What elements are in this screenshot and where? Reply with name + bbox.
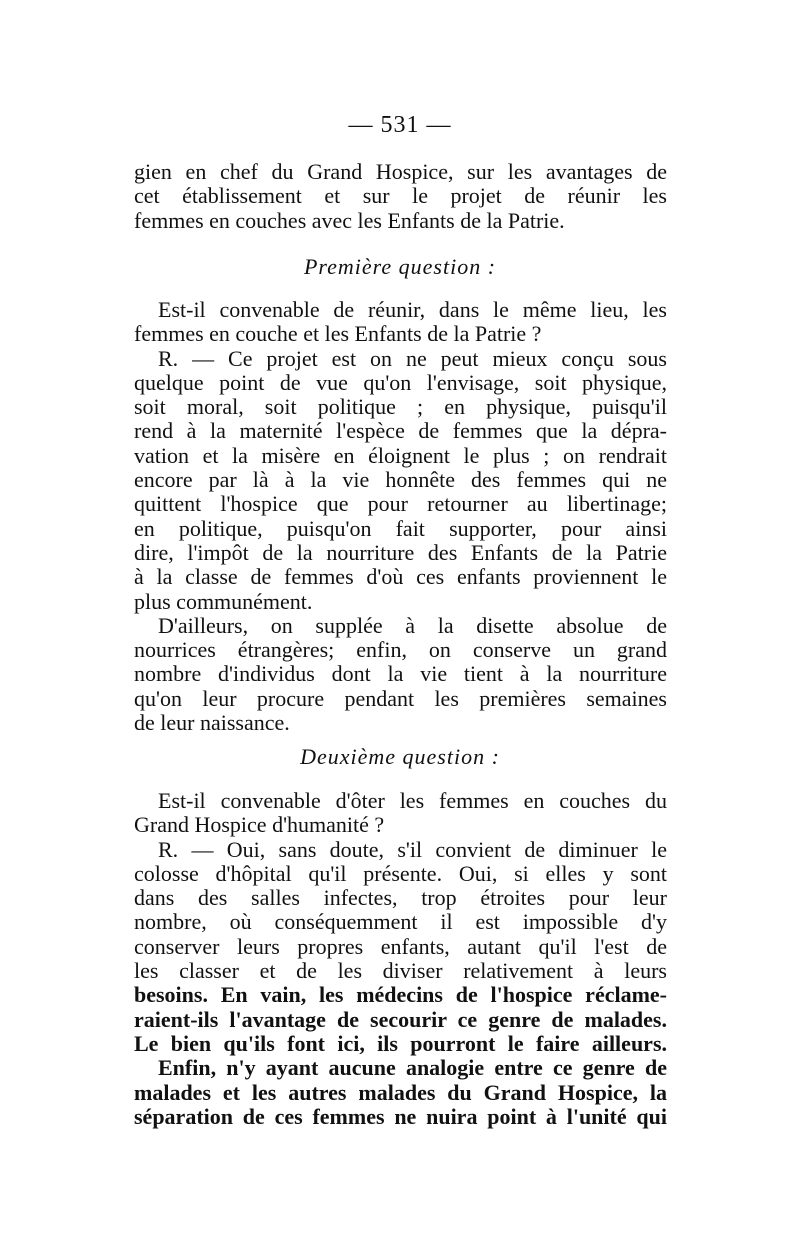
text-line: nombre, où conséquemment il est impossible d'y (134, 909, 667, 935)
text-line: dans des salles infectes, trop étroites pour leur (134, 885, 667, 911)
text-line: colosse d'hôpital qu'il présente. Oui, si elles y sont (134, 860, 667, 886)
text-line: encore par là à la vie honnête des femmes qui ne (134, 467, 667, 493)
text-line: Grand Hospice d'humanité ? (134, 812, 385, 838)
text-line: raient-ils l'avantage de secourir ce genre de malades. (134, 1006, 667, 1032)
intro-paragraph (134, 160, 667, 233)
text-line: à la classe de femmes d'où ces enfants proviennent le (134, 564, 667, 590)
text-line: nombre d'individus dont la vie tient à la nourriture (134, 661, 667, 687)
text-line: dire, l'impôt de la nourriture des Enfants de la Patrie (134, 539, 667, 565)
text-line: cet établissement et sur le projet de réunir les (134, 183, 667, 209)
text-line: en politique, puisqu'on fait supporter, pour ainsi (134, 515, 667, 541)
text-line: besoins. En vain, les médecins de l'hospice réclame- (134, 982, 667, 1008)
text-line: séparation de ces femmes ne nuira point à l'unité qui (134, 1103, 667, 1129)
text-line: rend à la maternité l'espèce de femmes que la dépra- (134, 418, 667, 444)
page-number: — 531 — (348, 112, 452, 138)
text-line: Est-il convenable de réunir, dans le même lieu, les (158, 297, 667, 322)
text-line: D'ailleurs, on supplée à la disette absolue de (158, 612, 667, 638)
text-line: nourrices étrangères; enfin, on conserve un grand (134, 637, 667, 663)
text-line: Le bien qu'ils font ici, ils pourront le faire ailleurs. (134, 1030, 667, 1056)
text-line: de leur naissance. (134, 710, 290, 736)
text-line: les classer et de les diviser relativement à leurs (134, 958, 667, 984)
text-line: Enfin, n'y ayant aucune analogie entre ce genre de (158, 1055, 667, 1081)
text-line: malades et les autres malades du Grand Hospice, la (134, 1079, 667, 1105)
text-line: R. — Ce projet est on ne peut mieux conçu sous (158, 345, 667, 371)
text-line: Est-il convenable d'ôter les femmes en couches du (158, 788, 667, 813)
section-2-body (134, 789, 667, 1129)
text-line: vation et la misère en éloignent le plus ; on rendrait (134, 442, 667, 468)
section-heading-1: Première question : (303, 254, 497, 279)
text-line: femmes en couches avec les Enfants de la Patrie. (134, 207, 565, 233)
text-line: soit moral, soit politique ; en physique, puisqu'il (134, 394, 667, 420)
text-line: R. — Oui, sans doute, s'il convient de diminuer le (158, 836, 667, 862)
text-line: plus communément. (134, 588, 313, 614)
text-line: qu'on leur procure pendant les premières semaines (134, 685, 667, 711)
section-heading-2: Deuxième question : (300, 744, 500, 769)
text-line: femmes en couche et les Enfants de la Patrie ? (134, 321, 542, 347)
text-line: conserver leurs propres enfants, autant qu'il l'est de (134, 933, 667, 959)
text-line: gien en chef du Grand Hospice, sur les avantages de (134, 159, 667, 184)
section-1-body (134, 298, 667, 735)
text-line: quittent l'hospice que pour retourner au libertinage; (134, 491, 667, 517)
text-line: quelque point de vue qu'on l'envisage, soit physique, (134, 369, 667, 395)
